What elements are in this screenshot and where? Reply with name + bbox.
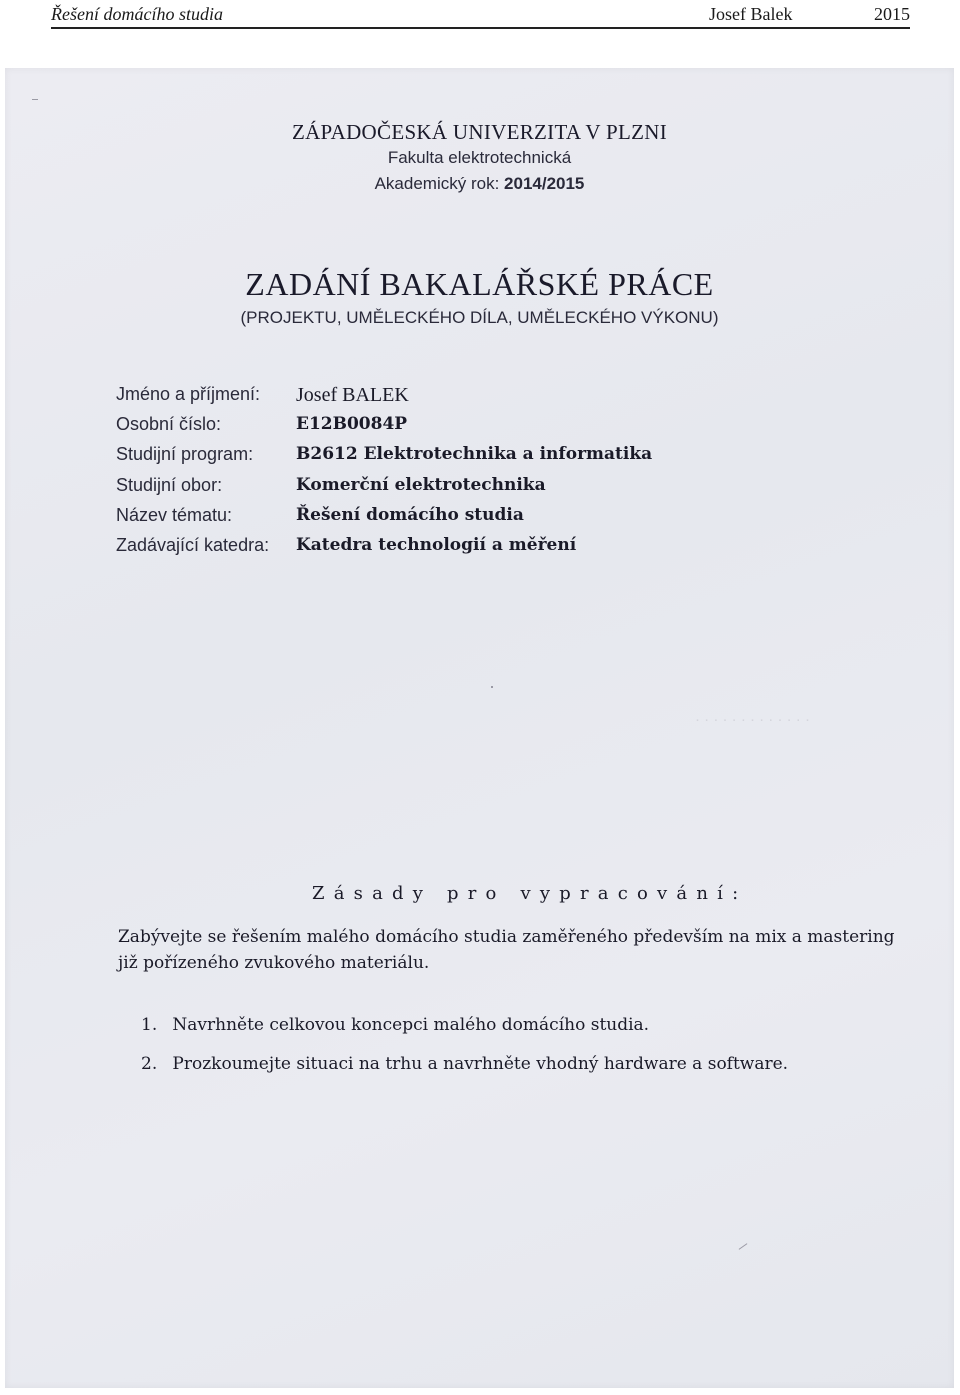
task-text: Navrhněte celkovou koncepci malého domácího studia. <box>172 1015 650 1035</box>
show-through-text: · · · · · · · · · · · · · <box>695 711 810 728</box>
scan-speck <box>32 99 38 100</box>
info-value: E12B0084P <box>296 414 408 435</box>
info-label: Osobní číslo: <box>116 414 222 435</box>
info-row-personal-number <box>116 414 816 444</box>
running-header-title: Řešení domácího studia <box>51 4 223 24</box>
document-subtitle: (PROJEKTU, UMĚLECKÉHO DÍLA, UMĚLECKÉHO VÝKONU) <box>240 308 719 327</box>
info-row-study-field <box>116 475 816 505</box>
info-value: Řešení domácího studia <box>296 504 524 525</box>
university-name: ZÁPADOČESKÁ UNIVERZITA V PLZNI <box>291 120 668 144</box>
student-info-table <box>116 384 816 565</box>
task-number: 2. <box>141 1054 158 1074</box>
scanned-assignment-sheet <box>5 68 954 1388</box>
info-value: Josef BALEK <box>296 384 409 406</box>
info-label: Název tématu: <box>116 504 233 525</box>
info-value: B2612 Elektrotechnika a informatika <box>296 444 653 465</box>
info-value: Katedra technologií a měření <box>296 534 577 555</box>
info-label: Zadávající katedra: <box>116 534 270 555</box>
task-text: Prozkoumejte situaci na trhu a navrhněte vhodný hardware a software. <box>172 1054 789 1074</box>
document-title: ZADÁNÍ BAKALÁŘSKÉ PRÁCE <box>245 266 714 302</box>
faculty-name: Fakulta elektrotechnická <box>387 148 572 167</box>
running-header-author: Josef Balek <box>709 4 793 24</box>
info-value: Komerční elektrotechnika <box>296 474 546 495</box>
task-item <box>141 1015 649 1035</box>
info-row-department <box>116 535 816 565</box>
task-number: 1. <box>141 1015 158 1035</box>
task-item <box>141 1054 788 1074</box>
info-label: Studijní program: <box>116 444 254 465</box>
info-label: Jméno a příjmení: <box>116 384 261 404</box>
principles-intro: Zabývejte se řešením malého domácího studia zaměřeného především na mix a mastering již pořízeného zvukového materiálu. <box>118 927 895 973</box>
scan-speck <box>739 1243 748 1250</box>
info-row-name <box>116 384 816 414</box>
academic-year <box>5 174 954 194</box>
info-label: Studijní obor: <box>116 474 223 495</box>
principles-heading: Zásady pro vypracování: <box>312 883 748 904</box>
academic-year-value: 2014/2015 <box>504 174 585 193</box>
info-row-study-program <box>116 444 816 474</box>
running-header-year: 2015 <box>874 4 910 24</box>
info-row-topic <box>116 505 816 535</box>
header-rule <box>51 27 910 29</box>
running-header <box>51 4 910 26</box>
scan-speck <box>491 686 493 688</box>
academic-year-label: Akademický rok: <box>374 174 500 193</box>
